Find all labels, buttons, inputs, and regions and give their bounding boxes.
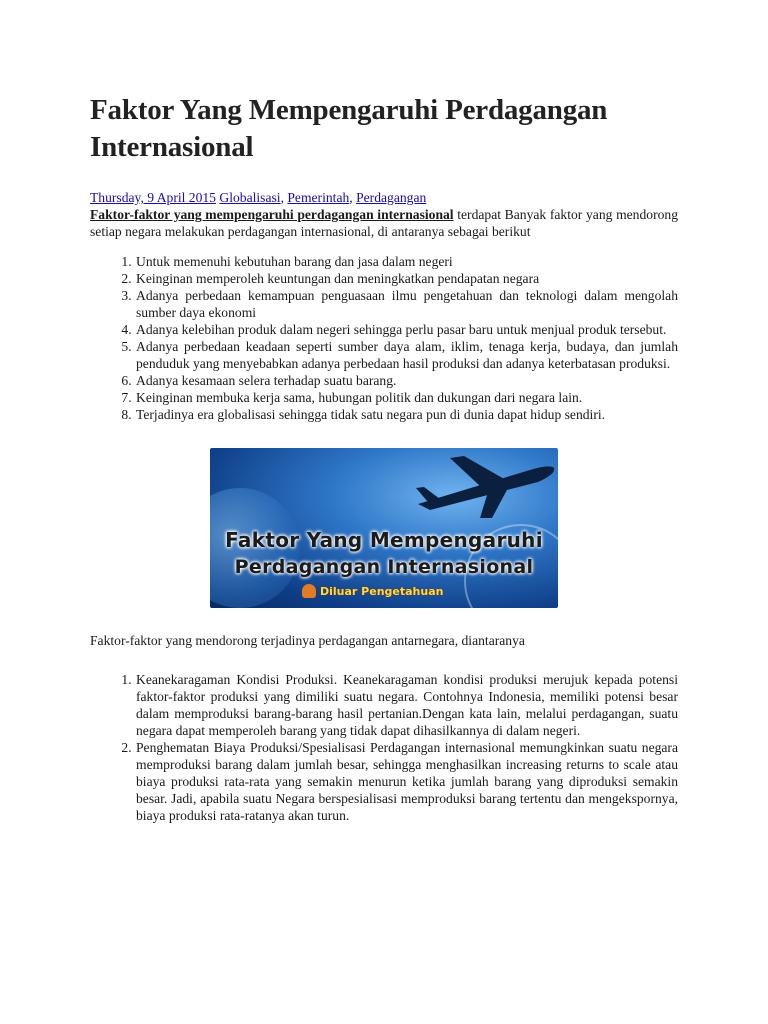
list-item: 2. Penghematan Biaya Produksi/Spesialisasi Perdagangan internasional memungkinkan suatu negara memproduksi barang dalam jumlah besar, sehingga menghasilkan increasing returns to scale atau biaya produksi rata-rata yang semakin menurun ketika jumlah barang yang diproduksi semakin besar. Jadi, apabila suatu Negara berspesialisasi memproduksi barang tertentu dan mengekspornya, biaya produksi rata-ratanya akan turun. <box>135 739 678 824</box>
driver-list <box>90 671 678 824</box>
list-item: 1. Untuk memenuhi kebutuhan barang dan jasa dalam negeri <box>135 253 678 270</box>
banner-watermark: Diluar Pengetahuan <box>320 585 444 598</box>
list-item: 7. Keinginan membuka kerja sama, hubungan politik dan dukungan dari negara lain. <box>135 389 678 406</box>
banner-title-line2: Perdagangan Internasional <box>234 556 534 578</box>
tag-link-globalisasi[interactable]: Globalisasi <box>219 190 281 205</box>
person-icon <box>302 584 316 598</box>
intro-paragraph <box>90 206 678 240</box>
tag-link-pemerintah[interactable]: Pemerintah <box>287 190 350 205</box>
article <box>90 92 678 824</box>
list-item: 1. Keanekaragaman Kondisi Produksi. Keanekaragaman kondisi produksi merujuk kepada potensi faktor-faktor produksi yang dimiliki suatu negara. Contohnya Indonesia, memiliki potensi besar dalam memproduksi barang-barang hasil pertanian.Dengan kata lain, melalui perdagangan, suatu negara dapat memperoleh barang yang tidak dapat dihasilkannya di dalam negeri. <box>135 671 678 739</box>
banner-container <box>90 448 678 608</box>
list-item: 8. Terjadinya era globalisasi sehingga tidak satu negara pun di dunia dapat hidup sendiri. <box>135 406 678 423</box>
intro-bold-term: Faktor-faktor yang mempengaruhi perdagangan internasional <box>90 207 454 222</box>
list-item: 6. Adanya kesamaan selera terhadap suatu barang. <box>135 372 678 389</box>
list-item: 5. Adanya perbedaan keadaan seperti sumber daya alam, iklim, tenaga kerja, budaya, dan jumlah penduduk yang menyebabkan adanya perbedaan hasil produksi dan adanya keterbatasan produksi. <box>135 338 678 372</box>
list-item: 3. Adanya perbedaan kemampuan penguasaan ilmu pengetahuan dan teknologi dalam mengolah sumber daya ekonomi <box>135 287 678 321</box>
list-item: 4. Adanya kelebihan produk dalam negeri sehingga perlu pasar baru untuk menjual produk tersebut. <box>135 321 678 338</box>
airplane-icon <box>410 452 558 522</box>
banner-title-line1: Faktor Yang Mempengaruhi <box>225 528 543 552</box>
post-date-link[interactable]: Thursday, 9 April 2015 <box>90 190 216 205</box>
post-meta: Thursday, 9 April 2015 Globalisasi, Pemerintah, Perdagangan <box>90 190 427 205</box>
tag-link-perdagangan[interactable]: Perdagangan <box>356 190 427 205</box>
factor-list <box>90 253 678 423</box>
list-item: 2. Keinginan memperoleh keuntungan dan meningkatkan pendapatan negara <box>135 270 678 287</box>
article-title: Faktor Yang Mempengaruhi Perdagangan Internasional <box>90 94 608 163</box>
banner-image <box>210 448 558 608</box>
section-paragraph: Faktor-faktor yang mendorong terjadinya perdagangan antarnegara, diantaranya <box>90 633 525 648</box>
intro-text: terdapat Banyak faktor yang mendorong setiap negara melakukan perdagangan internasional, di antaranya sebagai berikut <box>90 207 678 239</box>
